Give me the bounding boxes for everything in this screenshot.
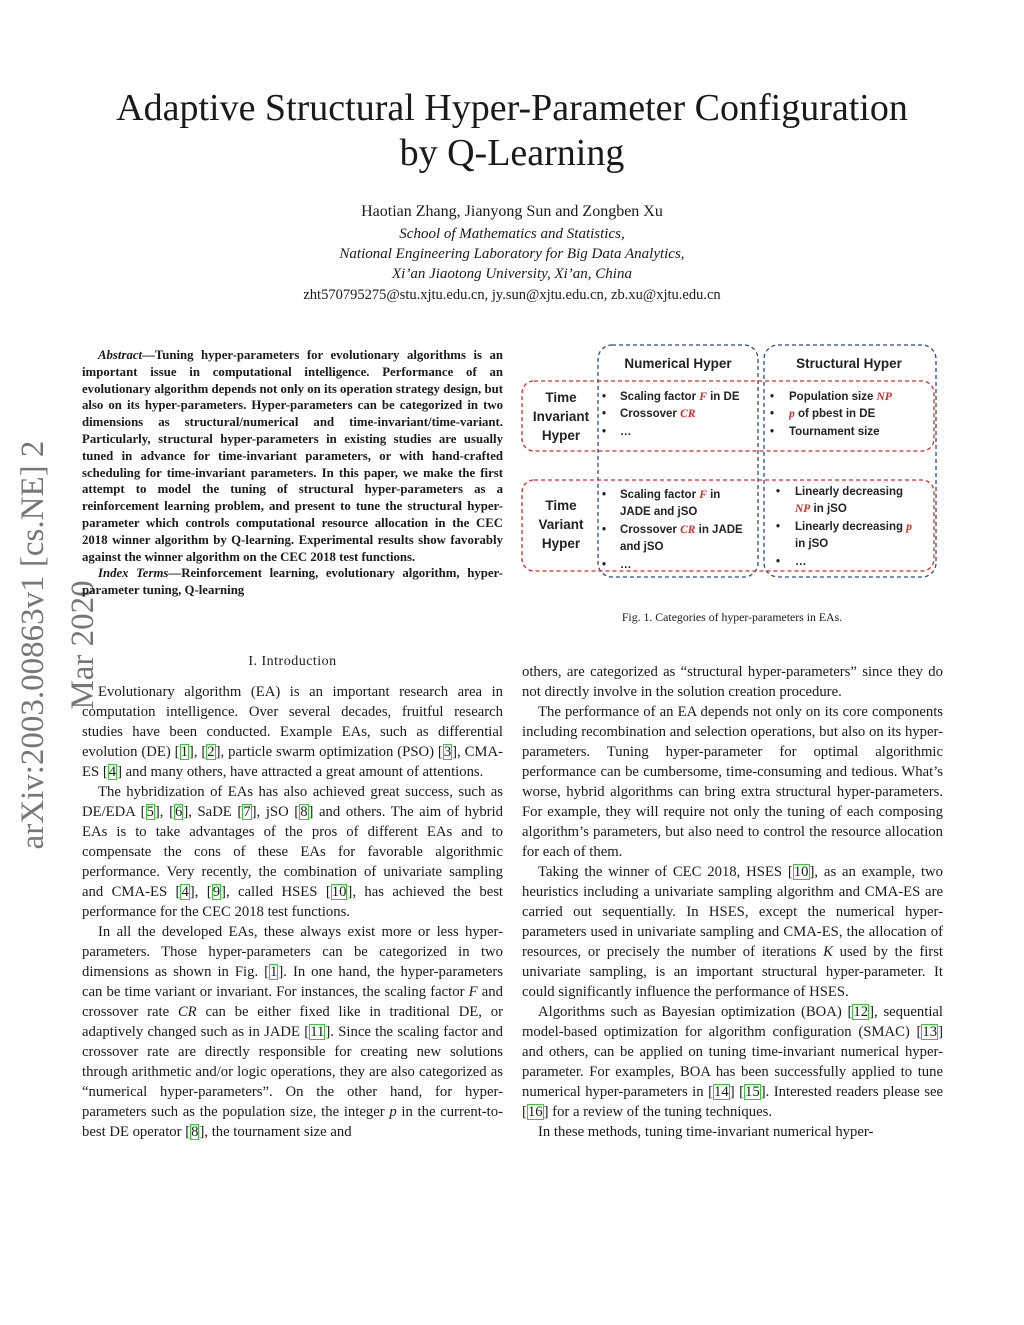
citation-link[interactable]: 13 bbox=[922, 1024, 938, 1040]
left-paragraph: Evolutionary algorithm (EA) is an important research area in computation intelligence. Over several decades, fruitful research studies have been conducted. Example EAs, such as differential evolution (DE) [1], [2], particle swarm optimization (PSO) [3], CMA-ES [4] and many others, have attracted a great amount of attentions. bbox=[82, 684, 503, 780]
si-item-1: Population size NP bbox=[789, 391, 892, 403]
citation-link[interactable]: 1 bbox=[180, 744, 188, 760]
authors: Haotian Zhang, Jianyong Sun and Zongben Xu bbox=[361, 203, 663, 220]
citation-link[interactable]: 7 bbox=[243, 804, 251, 820]
row-variant-line-3: Hyper bbox=[541, 536, 581, 551]
svg-text:•: • bbox=[776, 521, 781, 533]
citation-link[interactable]: 3 bbox=[443, 744, 452, 760]
math-symbol: F bbox=[468, 984, 478, 1000]
math-symbol: K bbox=[823, 944, 833, 960]
ni-item-1: Scaling factor F in DE bbox=[620, 391, 740, 403]
svg-text:•: • bbox=[776, 556, 781, 568]
ni-item-3: … bbox=[620, 426, 632, 438]
left-column-body bbox=[82, 682, 503, 1142]
index-terms-text: —Reinforcement learning, evolutionary algorithm, hyper-parameter tuning, Q-learning bbox=[82, 566, 503, 598]
citation-link[interactable]: 16 bbox=[527, 1104, 543, 1120]
figure-hyperparameter-categories bbox=[520, 343, 944, 583]
abstract-label: Abstract bbox=[98, 348, 143, 362]
svg-text:•: • bbox=[776, 486, 781, 498]
math-symbol: CR bbox=[177, 1004, 197, 1020]
citation-link[interactable]: 2 bbox=[207, 744, 215, 760]
right-paragraph: Taking the winner of CEC 2018, HSES [10], as an example, two heuristics including a univariate sampling algorithm and CMA-ES are carried out sequentially. In HSES, except the numerical hyper-parameters used in univariate sampling and CMA-ES, the allocation of resources, or precisely the number of iterations K used by the first univariate sampling, is an important structural hyper-parameter. It could significantly influence the performance of HSES. bbox=[522, 864, 943, 1000]
paper-title bbox=[0, 86, 1024, 176]
nv-item-1b: JADE and jSO bbox=[620, 506, 698, 518]
row-variant-line-2: Variant bbox=[538, 517, 584, 532]
citation-link[interactable]: 4 bbox=[108, 764, 117, 780]
svg-text:•: • bbox=[602, 524, 607, 536]
citation-link[interactable]: 14 bbox=[714, 1084, 729, 1100]
svg-text:•: • bbox=[602, 408, 607, 420]
left-paragraph: In all the developed EAs, these always exist more or less hyper-parameters. Those hyper-parameters can be categorized in two dimensions as shown in Fig. [1]. In one hand, the hyper-parameters can be time variant or invariant. For instances, the scaling factor F and crossover rate CR can be either fixed like in traditional DE, or adaptively changed such as in JADE [11]. Since the scaling factor and crossover rate are directly responsible for creating new solutions through arithmetic and/or logic operations, they are also categorized as “numerical hyper-parameters”. On the other hand, for hyper-parameters such as the population size, the integer p in the current-to-best DE operator [8], the tournament size and bbox=[82, 924, 503, 1140]
nv-item-3: … bbox=[620, 559, 632, 571]
svg-text:•: • bbox=[602, 426, 607, 438]
citation-link[interactable]: 10 bbox=[793, 864, 809, 880]
row-invariant-line-2: Invariant bbox=[532, 409, 590, 424]
citation-link[interactable]: 6 bbox=[174, 804, 183, 820]
nv-item-2b: and jSO bbox=[620, 541, 664, 553]
citation-link[interactable]: 9 bbox=[212, 884, 221, 900]
citation-link[interactable]: 4 bbox=[181, 884, 189, 900]
author-emails: zht570795275@stu.xjtu.edu.cn, jy.sun@xjtu.edu.cn, zb.xu@xjtu.edu.cn bbox=[303, 287, 721, 303]
math-symbol: p bbox=[389, 1104, 397, 1120]
right-paragraph: In these methods, tuning time-invariant numerical hyper- bbox=[538, 1124, 874, 1140]
section-heading: I. Introduction bbox=[248, 654, 337, 669]
row-invariant-line-3: Hyper bbox=[541, 428, 581, 443]
index-terms-label: Index Terms bbox=[98, 566, 169, 581]
affiliation-line-3: Xi’an Jiaotong University, Xi’an, China bbox=[392, 266, 632, 282]
right-paragraph: others, are categorized as “structural hyper-parameters” since they do not directly involve in the solution creation procedure. bbox=[522, 664, 943, 700]
citation-link[interactable]: 8 bbox=[191, 1124, 199, 1140]
svg-text:•: • bbox=[770, 408, 775, 420]
nv-item-2: Crossover CR in JADE bbox=[620, 524, 743, 536]
title-line-1: Adaptive Structural Hyper-Parameter Configuration bbox=[116, 87, 908, 129]
abstract bbox=[82, 347, 503, 599]
citation-link[interactable]: 1 bbox=[270, 964, 278, 980]
structural-column-box bbox=[764, 345, 936, 577]
right-column-body bbox=[522, 662, 943, 1142]
sv-item-2b: in jSO bbox=[795, 538, 829, 550]
affiliation-line-1: School of Mathematics and Statistics, bbox=[399, 226, 625, 242]
right-paragraph: Algorithms such as Bayesian optimization (BOA) [12], sequential model-based optimization for algorithm configuration (SMAC) [13] and others, can be applied on tuning time-invariant numerical hyper-parameter. For examples, BOA has been successfully applied to tune numerical hyper-parameters in [14] [15]. Interested readers please see [16] for a review of the tuning techniques. bbox=[522, 1004, 943, 1120]
row-invariant-line-1: Time bbox=[545, 390, 577, 405]
citation-link[interactable]: 15 bbox=[745, 1084, 760, 1100]
sv-item-1: Linearly decreasing bbox=[795, 486, 904, 498]
sv-item-1b: NP in jSO bbox=[795, 503, 847, 515]
row-variant-line-1: Time bbox=[545, 498, 577, 513]
col-header-numerical: Numerical Hyper bbox=[624, 356, 732, 371]
figure-caption: Fig. 1. Categories of hyper-parameters in EAs. bbox=[621, 610, 843, 624]
svg-text:•: • bbox=[602, 559, 607, 571]
affiliation-line-2: National Engineering Laboratory for Big Data Analytics, bbox=[339, 246, 685, 262]
title-line-2: by Q-Learning bbox=[399, 132, 625, 174]
col-header-structural: Structural Hyper bbox=[796, 356, 902, 371]
citation-link[interactable]: 10 bbox=[331, 884, 347, 900]
citation-link[interactable]: 8 bbox=[300, 804, 308, 820]
si-item-3: Tournament size bbox=[789, 426, 880, 438]
citation-link[interactable]: 11 bbox=[310, 1024, 325, 1040]
svg-text:•: • bbox=[602, 391, 607, 403]
nv-item-1: Scaling factor F in bbox=[620, 489, 721, 501]
citation-link[interactable]: 5 bbox=[146, 804, 154, 820]
svg-text:•: • bbox=[770, 391, 775, 403]
arxiv-stamp: arXiv:2003.00863v1 [cs.NE] 2 Mar 2020 bbox=[15, 440, 101, 850]
sv-item-2: Linearly decreasing p bbox=[795, 521, 912, 533]
ni-item-2: Crossover CR bbox=[620, 408, 696, 420]
svg-text:•: • bbox=[602, 489, 607, 501]
left-paragraph: The hybridization of EAs has also achieved great success, such as DE/EDA [5], [6], SaDE [7], jSO [8] and others. The aim of hybrid EAs is to take advantages of the pros of different EAs and to compensate the cons of these EAs for favorable algorithmic performance. Very recently, the combination of univariate sampling and CMA-ES [4], [9], called HSES [10], has achieved the best performance for the CEC 2018 test functions. bbox=[82, 784, 504, 920]
si-item-2: p of pbest in DE bbox=[789, 408, 876, 420]
citation-link[interactable]: 12 bbox=[853, 1004, 869, 1020]
right-paragraph: The performance of an EA depends not only on its core components including recombination and selection operations, but also on its hyper-parameters. Tuning hyper-parameter for optimal algorithmic performance can be cumbersome, time-consuming and tedious. What’s worse, hybrid algorithms can bring extra structural hyper-parameters. For example, they will require not only the tuning of each composing algorithm’s parameters, but also need to control the resource allocation for each of them. bbox=[522, 704, 943, 860]
abstract-text: —Tuning hyper-parameters for evolutionary algorithms is an important issue in computational intelligence. Performance of an evolutionary algorithm depends not only on its operation strategy design, but also on its hyper-parameters. Hyper-parameters can be categorized in two dimensions as structural/numerical and time-invariant/time-variant. Particularly, structural hyper-parameters in existing studies are usually tuned in advance for time-invariant parameters, or with hand-crafted scheduling for time-invariant parameters. In this paper, we make the first attempt to model the tuning of structural hyper-parameters as a reinforcement learning problem, and present to tune the structural hyper-parameter which controls computational resource allocation in the CEC 2018 winner algorithm by Q-learning. Experimental results show favorably against the winner algorithm on the CEC 2018 test functions. bbox=[82, 348, 503, 564]
svg-text:•: • bbox=[770, 426, 775, 438]
sv-item-3: … bbox=[795, 556, 807, 568]
